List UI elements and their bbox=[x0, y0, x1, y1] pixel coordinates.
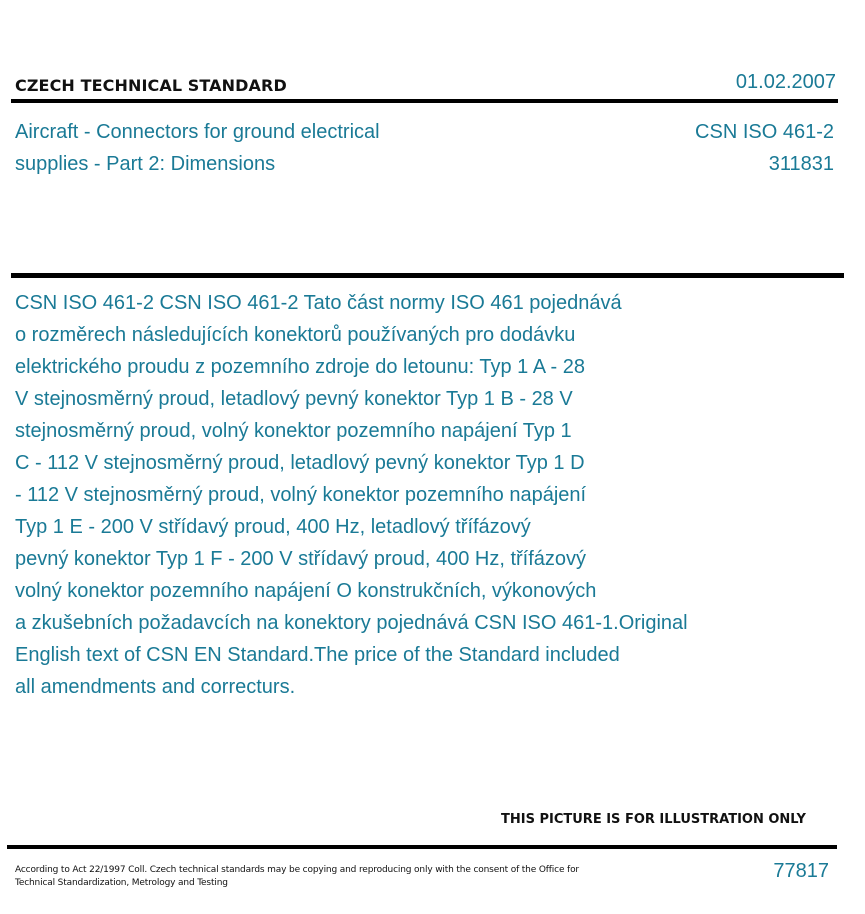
document-id: 77817 bbox=[773, 860, 829, 882]
standard-description: CSN ISO 461-2 CSN ISO 461-2 Tato část normy ISO 461 pojednává o rozměrech následujících konektorů používaných pro dodávku elektrického proudu z pozemního zdroje do letounu: Typ 1 A - 28 V stejnosměrný proud, letadlový pevný konektor Typ 1 B - 28 V stejnosměrný proud, volný konektor pozemního napájení Typ 1 C - 112 V stejnosměrný proud, letadlový pevný konektor Typ 1 D - 112 V stejnosměrný proud, volný konektor pozemního napájení Typ 1 E - 200 V střídavý proud, 400 Hz, letadlový třífázový pevný konektor Typ 1 F - 200 V střídavý proud, 400 Hz, třífázový volný konektor pozemního napájení O konstrukčních, výkonových a zkušebních požadavcích na konektory pojednává CSN ISO 461-1.Original English text of CSN EN Standard.The price of the Standard included all amendments and correcturs. bbox=[15, 292, 688, 698]
document-type-heading: CZECH TECHNICAL STANDARD bbox=[15, 76, 287, 95]
footer-divider bbox=[7, 845, 837, 849]
header-divider bbox=[11, 99, 838, 103]
publication-date: 01.02.2007 bbox=[735, 71, 836, 93]
illustration-note: THIS PICTURE IS FOR ILLUSTRATION ONLY bbox=[501, 812, 806, 827]
legal-notice: According to Act 22/1997 Coll. Czech technical standards may be copying and reproducing only with the consent of the Office for Technical Standardization, Metrology and Testing bbox=[15, 865, 579, 888]
section-divider bbox=[11, 273, 844, 278]
standard-code: CSN ISO 461-2 bbox=[695, 121, 834, 143]
catalog-number: 311831 bbox=[768, 153, 834, 175]
standard-code-block bbox=[695, 116, 834, 180]
standard-title: Aircraft - Connectors for ground electrical supplies - Part 2: Dimensions bbox=[15, 121, 380, 175]
